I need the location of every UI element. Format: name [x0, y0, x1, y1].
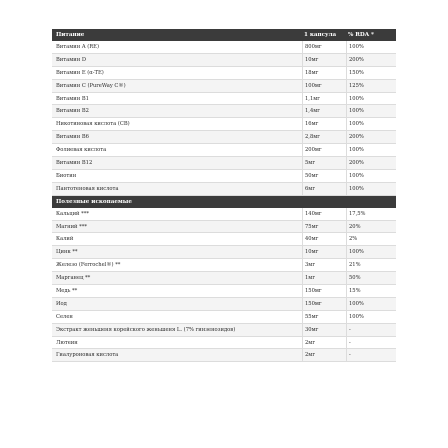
rda-cell: 100% [346, 144, 396, 156]
rda-cell: 100% [346, 246, 396, 258]
amount-cell: 150мг [302, 285, 346, 297]
rda-cell: 125% [346, 80, 396, 92]
table-row [52, 259, 396, 272]
table-row [52, 41, 396, 54]
rda-cell: 50% [346, 272, 396, 284]
amount-cell: 1,4мг [302, 105, 346, 117]
amount-cell: 75мг [302, 221, 346, 233]
amount-cell: 1,1мг [302, 93, 346, 105]
nutrient-name-cell: Селен [56, 313, 73, 320]
table-row [52, 311, 396, 324]
table-row [52, 349, 396, 362]
nutrition-table [52, 29, 396, 362]
amount-cell: 6мг [302, 183, 346, 195]
rda-cell: - [346, 324, 396, 336]
nutrient-name-cell: Лютеин [56, 339, 78, 346]
nutrient-name-cell: Витамин E (α-TE) [56, 69, 104, 76]
minerals-section [52, 208, 396, 363]
table-header-row [52, 29, 396, 41]
table-row [52, 170, 396, 183]
table-row [52, 80, 396, 93]
nutrient-name-cell: Пантотеновая кислота [56, 185, 119, 192]
table-row [52, 298, 396, 311]
nutrient-name-cell: Калий [56, 236, 74, 243]
amount-cell: 18мг [302, 67, 346, 79]
nutrient-name-cell: Фолиевая кислота [56, 147, 107, 154]
table-row [52, 221, 396, 234]
nutrient-name-cell: Гиалуроновая кислота [56, 352, 119, 359]
table-row [52, 157, 396, 170]
column-header-amount: 1 капсула [304, 32, 337, 38]
table-row [52, 246, 396, 259]
amount-cell: 50мг [302, 170, 346, 182]
nutrient-name-cell: Никотиновая кислота (CB) [56, 121, 130, 128]
amount-cell: 150мг [302, 298, 346, 310]
table-row [52, 208, 396, 221]
nutrient-name-cell: Витамин D [56, 56, 86, 63]
nutrient-name-cell: Марганец ** [56, 275, 91, 282]
table-row [52, 118, 396, 131]
nutrient-name-cell: Магний *** [56, 223, 87, 230]
column-header-name: Питание [56, 32, 85, 38]
rda-cell: 15% [346, 285, 396, 297]
vitamins-section [52, 41, 396, 196]
minerals-section-header [52, 196, 396, 208]
rda-cell: 100% [346, 298, 396, 310]
rda-cell: 150% [346, 67, 396, 79]
nutrient-name-cell: Железо (Ferrochel®) ** [56, 262, 121, 269]
nutrient-name-cell: Витамин B1 [56, 95, 89, 102]
rda-cell: 100% [346, 93, 396, 105]
amount-cell: 10мг [302, 54, 346, 66]
nutrient-name-cell: Цинк ** [56, 249, 78, 256]
rda-cell: 200% [346, 157, 396, 169]
table-row [52, 337, 396, 350]
amount-cell: 3мг [302, 259, 346, 271]
amount-cell: 5мг [302, 157, 346, 169]
amount-cell: 40мг [302, 233, 346, 245]
rda-cell: - [346, 349, 396, 361]
table-row [52, 131, 396, 144]
nutrient-name-cell: Экстракт женьшеня корейского женьшеня L. (7% гинзенозидов) [56, 326, 236, 333]
amount-cell: 140мг [302, 208, 346, 220]
minerals-section-title: Полезные ископаемые [56, 198, 132, 205]
nutrient-name-cell: Биотин [56, 172, 77, 179]
nutrient-name-cell: Витамин B2 [56, 108, 89, 115]
rda-cell: 17,5% [346, 208, 396, 220]
nutrient-name-cell: Витамин B6 [56, 134, 89, 141]
amount-cell: 2,8мг [302, 131, 346, 143]
amount-cell: 2мг [302, 349, 346, 361]
rda-cell: 100% [346, 311, 396, 323]
amount-cell: 2мг [302, 337, 346, 349]
rda-cell: 100% [346, 41, 396, 53]
nutrient-name-cell: Витамин A (RE) [56, 43, 99, 50]
table-row [52, 93, 396, 106]
rda-cell: 100% [346, 183, 396, 195]
table-row [52, 67, 396, 80]
table-row [52, 54, 396, 67]
amount-cell: 16мг [302, 118, 346, 130]
amount-cell: 800мг [302, 41, 346, 53]
rda-cell: 200% [346, 131, 396, 143]
nutrient-name-cell: Йод [56, 300, 67, 307]
rda-cell: 2% [346, 233, 396, 245]
amount-cell: 200мг [302, 144, 346, 156]
table-row [52, 272, 396, 285]
table-row [52, 105, 396, 118]
nutrient-name-cell: Медь ** [56, 287, 78, 294]
table-row [52, 285, 396, 298]
rda-cell: 100% [346, 170, 396, 182]
table-row [52, 144, 396, 157]
nutrient-name-cell: Витамин B12 [56, 159, 93, 166]
rda-cell: - [346, 337, 396, 349]
rda-cell: 100% [346, 118, 396, 130]
amount-cell: 30мг [302, 324, 346, 336]
nutrient-name-cell: Кальций *** [56, 210, 89, 217]
rda-cell: 20% [346, 221, 396, 233]
column-header-rda: % RDA * [348, 32, 374, 38]
table-row [52, 233, 396, 246]
rda-cell: 100% [346, 105, 396, 117]
amount-cell: 100мг [302, 80, 346, 92]
table-row [52, 183, 396, 196]
nutrient-name-cell: Витамин C (PureWay C®) [56, 82, 126, 89]
rda-cell: 200% [346, 54, 396, 66]
amount-cell: 10мг [302, 246, 346, 258]
amount-cell: 55мг [302, 311, 346, 323]
amount-cell: 1мг [302, 272, 346, 284]
table-row [52, 324, 396, 337]
rda-cell: 21% [346, 259, 396, 271]
